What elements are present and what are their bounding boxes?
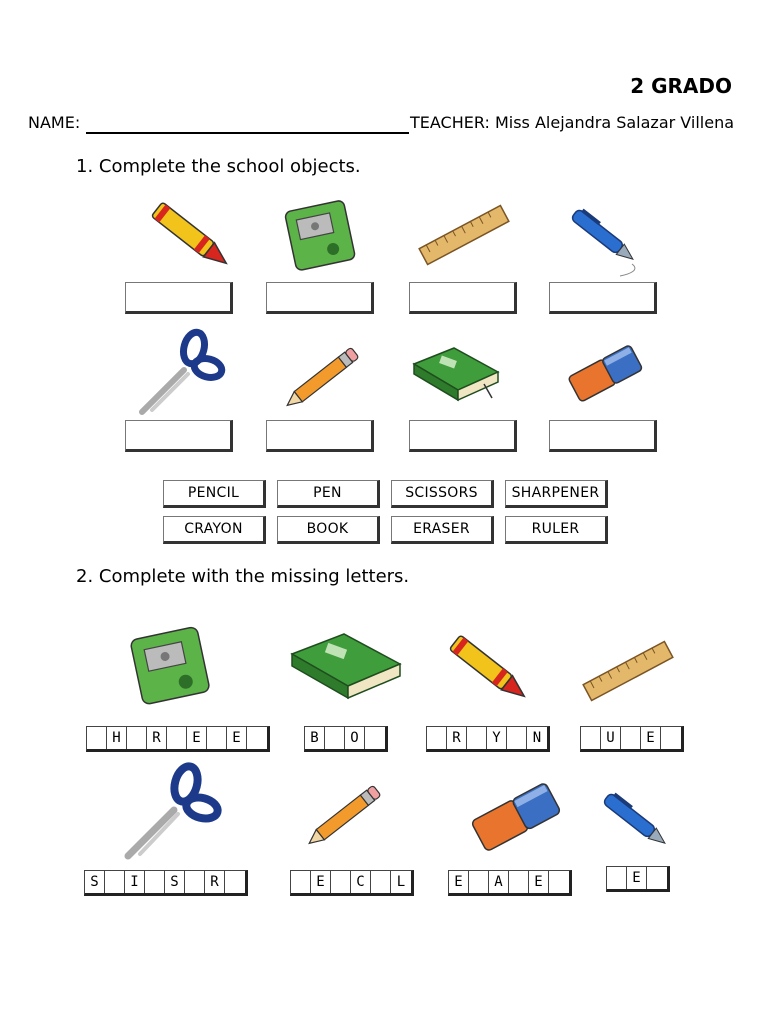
letter-strip-pencil[interactable]: [290, 870, 414, 896]
letter-cell: A: [489, 871, 509, 893]
section1-title: 1. Complete the school objects.: [76, 156, 361, 177]
section2-title: 2. Complete with the missing letters.: [76, 566, 410, 587]
letter-strip-eraser[interactable]: [448, 870, 572, 896]
letter-cell[interactable]: [581, 727, 601, 749]
name-line[interactable]: [86, 132, 409, 134]
letter-cell: B: [305, 727, 325, 749]
letter-cell: S: [85, 871, 105, 893]
sharpener-icon: [128, 622, 218, 708]
word-bank-item: BOOK: [277, 516, 380, 544]
letter-cell[interactable]: [607, 867, 627, 889]
letter-cell[interactable]: [365, 727, 385, 749]
answer-box[interactable]: [266, 282, 374, 314]
letter-cell: H: [107, 727, 127, 749]
word-bank-item: PEN: [277, 480, 380, 508]
word-bank-item: SCISSORS: [391, 480, 494, 508]
letter-cell: E: [449, 871, 469, 893]
letter-cell[interactable]: [467, 727, 487, 749]
word-bank-item: PENCIL: [163, 480, 266, 508]
answer-box[interactable]: [549, 282, 657, 314]
word-bank-item: CRAYON: [163, 516, 266, 544]
letter-cell: I: [125, 871, 145, 893]
letter-cell: E: [641, 727, 661, 749]
answer-box[interactable]: [409, 282, 517, 314]
letter-cell[interactable]: [225, 871, 245, 893]
letter-cell[interactable]: [185, 871, 205, 893]
answer-box[interactable]: [125, 282, 233, 314]
letter-cell: S: [165, 871, 185, 893]
letter-cell[interactable]: [469, 871, 489, 893]
letter-strip-book[interactable]: [304, 726, 388, 752]
letter-cell: E: [627, 867, 647, 889]
answer-box[interactable]: [266, 420, 374, 452]
pen-icon: [592, 782, 682, 862]
teacher-label: TEACHER: Miss Alejandra Salazar Villena: [410, 113, 735, 132]
word-bank-item: ERASER: [391, 516, 494, 544]
crayon-icon: [140, 195, 240, 275]
eraser-icon: [562, 338, 646, 408]
ruler-icon: [414, 200, 514, 270]
letter-cell: O: [345, 727, 365, 749]
eraser-icon: [466, 774, 566, 860]
letter-cell[interactable]: [127, 727, 147, 749]
answer-box[interactable]: [549, 420, 657, 452]
letter-strip-pen[interactable]: [606, 866, 670, 892]
scissors-icon: [134, 326, 224, 418]
letter-cell[interactable]: [661, 727, 681, 749]
letter-cell[interactable]: [291, 871, 311, 893]
word-bank-item: SHARPENER: [505, 480, 608, 508]
letter-cell[interactable]: [105, 871, 125, 893]
letter-cell[interactable]: [647, 867, 667, 889]
letter-cell: L: [396, 874, 406, 890]
answer-box[interactable]: [409, 420, 517, 452]
letter-cell: C: [351, 871, 371, 893]
pencil-icon: [278, 340, 368, 416]
letter-strip-ruler[interactable]: [580, 726, 684, 752]
letter-cell: Y: [487, 727, 507, 749]
letter-cell[interactable]: [87, 727, 107, 749]
letter-strip-sharpener[interactable]: [86, 726, 270, 752]
letter-cell[interactable]: [207, 727, 227, 749]
sharpener-icon: [282, 195, 362, 275]
book-icon: [288, 628, 404, 708]
letter-cell[interactable]: [621, 727, 641, 749]
letter-cell[interactable]: [331, 871, 351, 893]
letter-cell[interactable]: [247, 727, 267, 749]
letter-cell: E: [227, 727, 247, 749]
ruler-icon: [578, 636, 678, 706]
pen-icon: [560, 198, 650, 278]
letter-cell[interactable]: [145, 871, 165, 893]
letter-cell[interactable]: [507, 727, 527, 749]
letter-cell: R: [447, 727, 467, 749]
pencil-icon: [300, 778, 390, 854]
letter-cell: R: [147, 727, 167, 749]
letter-cell: N: [532, 730, 542, 746]
letter-strip-crayon[interactable]: [426, 726, 550, 752]
word-bank-item: RULER: [505, 516, 608, 544]
letter-cell: E: [187, 727, 207, 749]
answer-box[interactable]: [125, 420, 233, 452]
letter-cell[interactable]: [549, 871, 569, 893]
letter-cell[interactable]: [167, 727, 187, 749]
scissors-icon: [120, 762, 220, 862]
letter-cell: E: [311, 871, 331, 893]
letter-strip-scissors[interactable]: [84, 870, 248, 896]
letter-cell[interactable]: [325, 727, 345, 749]
letter-cell: E: [529, 871, 549, 893]
letter-cell[interactable]: [371, 871, 391, 893]
letter-cell[interactable]: [427, 727, 447, 749]
letter-cell: R: [205, 871, 225, 893]
name-label: NAME:: [28, 113, 81, 132]
grade-title: 2 GRADO: [630, 74, 732, 98]
letter-cell[interactable]: [509, 871, 529, 893]
book-icon: [410, 344, 502, 408]
letter-cell: U: [601, 727, 621, 749]
crayon-icon: [438, 628, 538, 708]
